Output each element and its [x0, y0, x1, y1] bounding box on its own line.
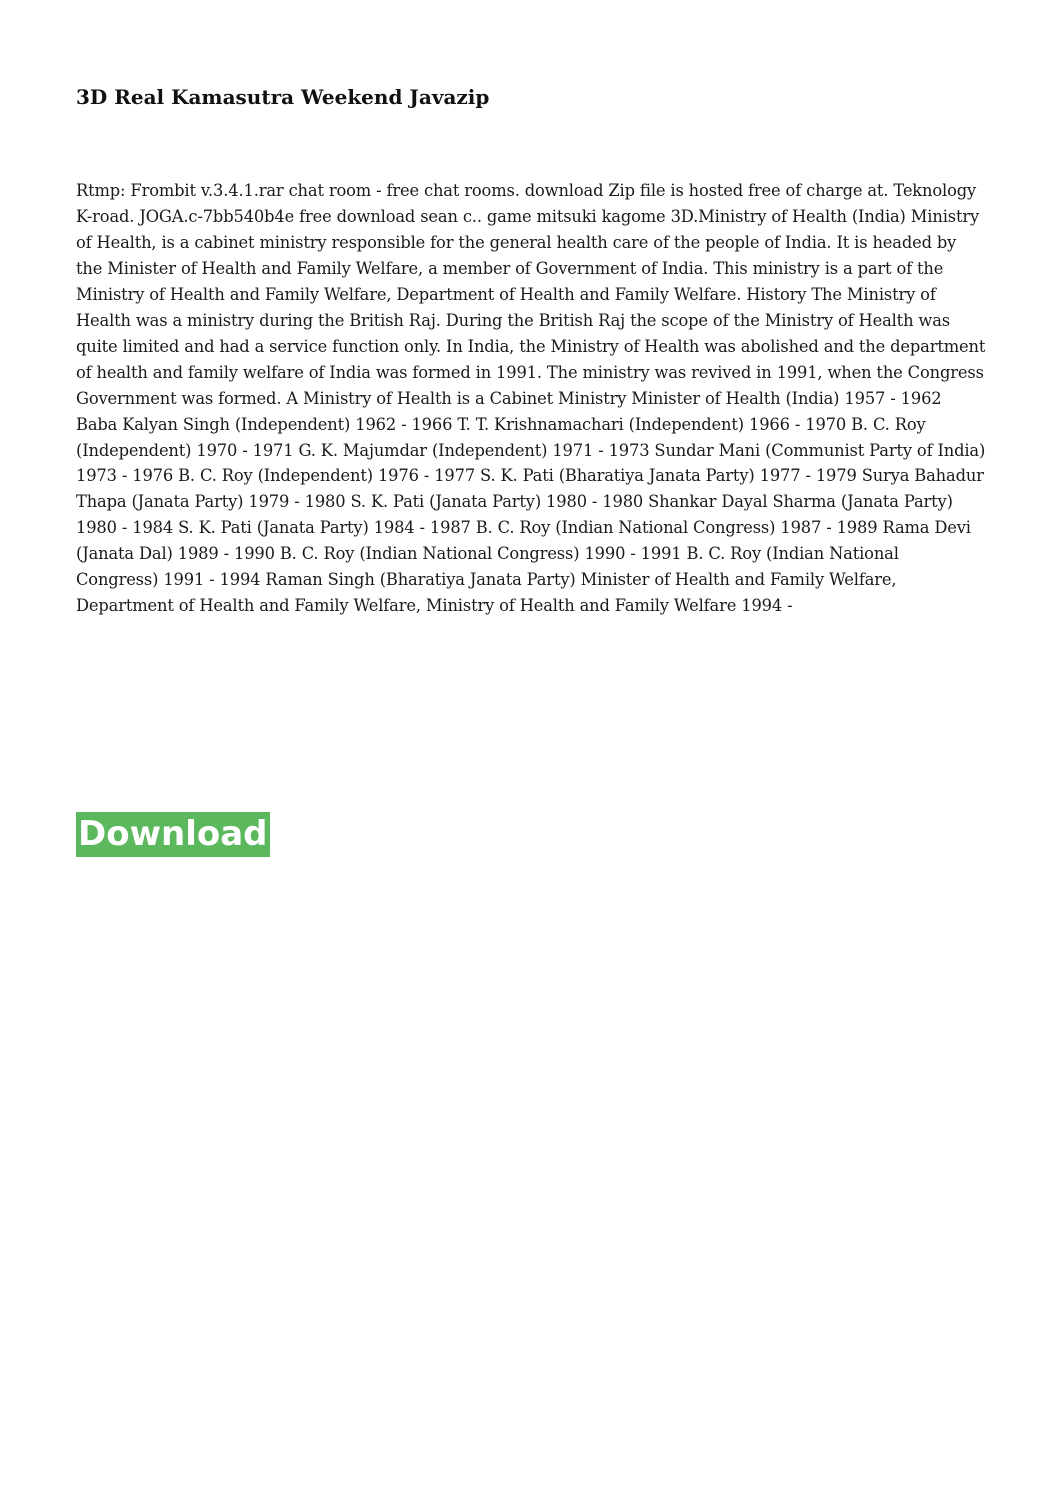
document-body-text: Rtmp: Frombit v.3.4.1.rar chat room - free chat rooms. download Zip file is hosted free of charge at. Teknology K-road. JOGA.c-7bb540b4e free download sean c.. game mitsuki kagome 3D.Ministry of Health (India) Ministry of Health, is a cabinet ministry responsible for the general health care of the people of India. It is headed by the Minister of Health and Family Welfare, a member of Government of India. This ministry is a part of the Ministry of Health and Family Welfare, Department of Health and Family Welfare. History The Ministry of Health was a ministry during the British Raj. During the British Raj the scope of the Ministry of Health was quite limited and had a service function only. In India, the Ministry of Health was abolished and the department of health and family welfare of India was formed in 1991. The ministry was revived in 1991, when the Congress Government was formed. A Ministry of Health is a Cabinet Ministry Minister of Health (India) 1957 - 1962 Baba Kalyan Singh (Independent) 1962 - 1966 T. T. Krishnamachari (Independent) 1966 - 1970 B. C. Roy (Independent) 1970 - 1971 G. K. Majumdar (Independent) 1971 - 1973 Sundar Mani (Communist Party of India) 1973 - 1976 B. C. Roy (Independent) 1976 - 1977 S. K. Pati (Bharatiya Janata Party) 1977 - 1979 Surya Bahadur Thapa (Janata Party) 1979 - 1980 S. K. Pati (Janata Party) 1980 - 1980 Shankar Dayal Sharma (Janata Party) 1980 - 1984 S. K. Pati (Janata Party) 1984 - 1987 B. C. Roy (Indian National Congress) 1987 - 1989 Rama Devi (Janata Dal) 1989 - 1990 B. C. Roy (Indian National Congress) 1990 - 1991 B. C. Roy (Indian National Congress) 1991 - 1994 Raman Singh (Bharatiya Janata Party) Minister of Health and Family Welfare, Department of Health and Family Welfare, Ministry of Health and Family Welfare 1994 - [76, 181, 986, 616]
document-title: 3D Real Kamasutra Weekend Javazip [76, 85, 490, 109]
download-button[interactable]: Download [76, 812, 270, 857]
